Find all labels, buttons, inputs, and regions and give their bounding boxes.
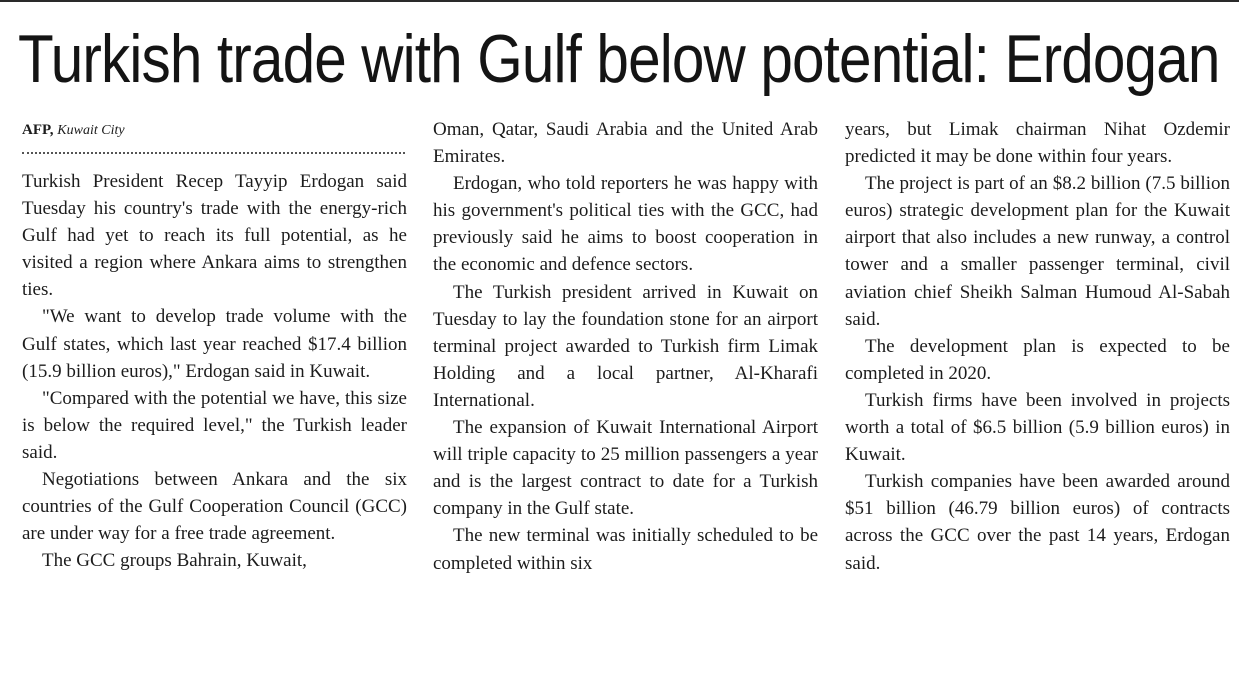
article-paragraph: years, but Limak chairman Nihat Ozdemir predicted it may be done within four years. [845,119,1230,168]
article-paragraph: The expansion of Kuwait International Airport will triple capacity to 25 million passengers a year and is the largest contract to date for a Turkish company in the Gulf state. [433,417,818,520]
byline-place: Kuwait City [57,123,125,138]
article-paragraph: The development plan is expected to be completed in 2020. [845,335,1230,384]
byline [22,116,407,144]
byline-agency: AFP, [22,122,54,138]
article-column-1 [22,116,407,574]
article-paragraph: Oman, Qatar, Saudi Arabia and the United Arab Emirates. [433,119,818,168]
article-paragraph: The GCC groups Bahrain, Kuwait, [42,550,307,572]
article-paragraph: The new terminal was initially scheduled to be completed within six [433,525,818,574]
article-paragraph: Negotiations between Ankara and the six countries of the Gulf Cooperation Council (GCC) are under way for a free trade agreement. [22,469,407,545]
article-column-2 [433,116,818,577]
byline-divider [22,144,405,154]
article-paragraph: The project is part of an $8.2 billion (7.5 billion euros) strategic development plan for the Kuwait airport that also includes a new runway, a control tower and a smaller passenger terminal, civil aviation chief Sheikh Salman Humoud Al-Sabah said. [845,173,1230,330]
article-paragraph: The Turkish president arrived in Kuwait on Tuesday to lay the foundation stone for an airport terminal project awarded to Turkish firm Limak Holding and a local partner, Al-Kharafi International. [433,281,818,411]
article-headline: Turkish trade with Gulf below potential: Erdogan [18,21,1220,97]
article-paragraph: Erdogan, who told reporters he was happy with his government's political ties with the GCC, had previously said he aims to boost cooperation in the economic and defence sectors. [433,173,818,276]
article-paragraph: "We want to develop trade volume with the Gulf states, which last year reached $17.4 billion (15.9 billion euros)," Erdogan said in Kuwait. [22,306,407,382]
article-paragraph: Turkish President Recep Tayyip Erdogan said Tuesday his country's trade with the energy-rich Gulf had yet to reach its full potential, as he visited a region where Ankara aims to strengthen ties. [22,171,407,301]
top-rule [0,0,1239,2]
article-paragraph: "Compared with the potential we have, this size is below the required level," the Turkish leader said. [22,387,407,463]
article-paragraph: Turkish firms have been involved in projects worth a total of $6.5 billion (5.9 billion euros) in Kuwait. [845,389,1230,466]
article-column-3 [845,116,1230,577]
article-paragraph: Turkish companies have been awarded around $51 billion (46.79 billion euros) of contracts across the GCC over the past 14 years, Erdogan said. [845,471,1230,574]
